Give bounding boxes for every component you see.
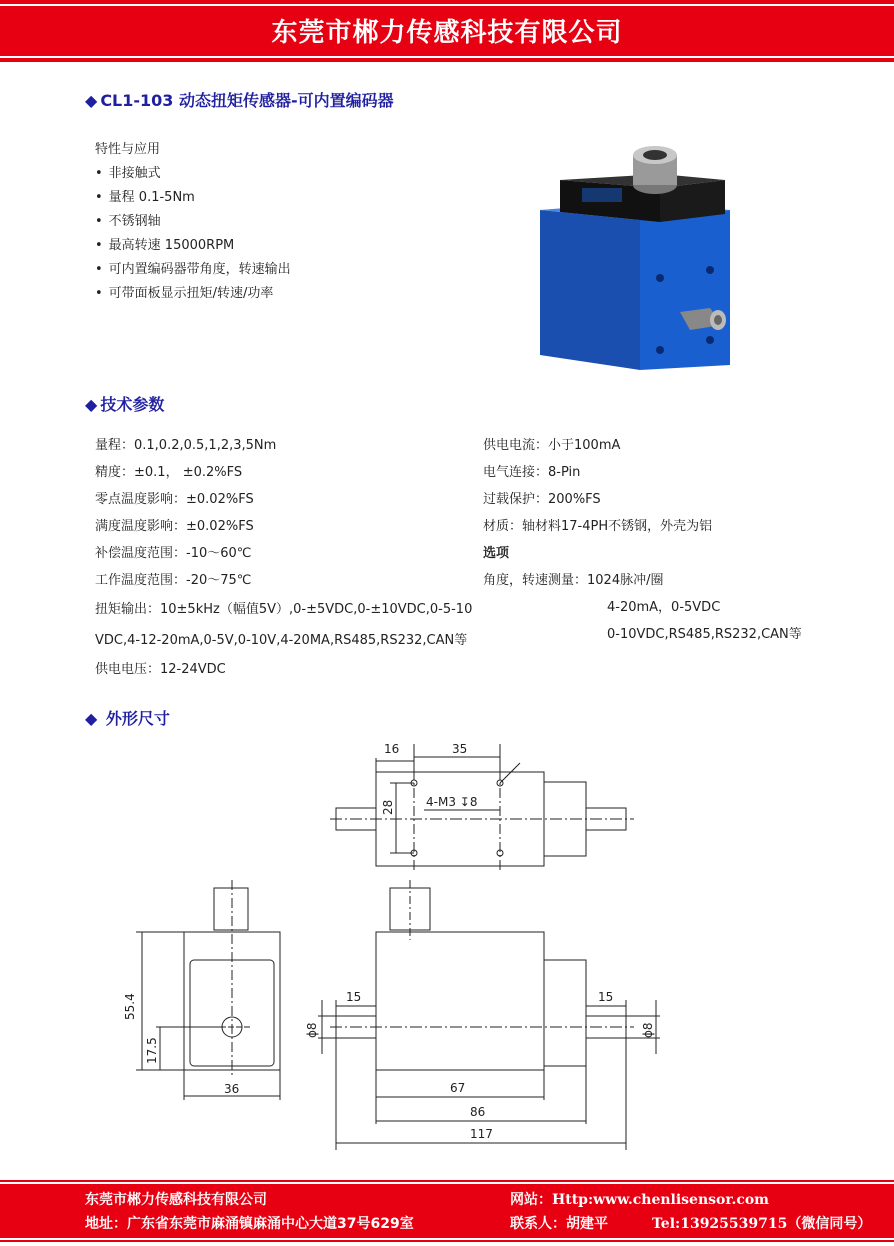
dim-label-86: 86 <box>470 1105 486 1119</box>
feature-item: • 可带面板显示扭矩/转速/功率 <box>95 286 274 301</box>
footer-website[interactable]: 网站：Http:www.chenlisensor.com <box>510 1192 769 1208</box>
diamond-bullet-icon: ◆ <box>85 91 98 110</box>
dim-label-55-4: 55.4 <box>123 993 137 1020</box>
feature-item: • 最高转速 15000RPM <box>95 238 235 253</box>
spec-row: 满度温度影响：±0.02%FS <box>95 519 254 534</box>
option-row: 角度，转速测量：1024脉冲/圈 <box>483 573 664 588</box>
spec-row: 零点温度影响：±0.02%FS <box>95 492 254 507</box>
dim-label-16: 16 <box>384 742 400 756</box>
side-view-flange <box>544 960 586 1066</box>
header-top-line <box>0 4 894 6</box>
footer-address: 地址：广东省东莞市麻涌镇麻涌中心大道37号629室 <box>85 1216 414 1232</box>
dim-label-phi8-right: ϕ8 <box>641 1022 655 1038</box>
company-title: 东莞市郴力传感科技有限公司 <box>271 18 623 48</box>
product-title <box>85 88 394 111</box>
spec-row: 材质：轴材料17-4PH不锈钢，外壳为铝 <box>483 519 713 534</box>
header-band <box>0 0 894 62</box>
feature-item: • 可内置编码器带角度，转速输出 <box>95 262 291 277</box>
sensor-product-image <box>530 140 750 380</box>
dim-label-phi8-left: ϕ8 <box>305 1022 319 1038</box>
footer-top-line <box>0 1182 894 1184</box>
dim-label-35: 35 <box>452 742 468 756</box>
product-title-text: CL1-103 动态扭矩传感器-可内置编码器 <box>100 91 394 110</box>
footer-bottom-line <box>0 1238 894 1240</box>
supply-voltage-row: 供电电压：12-24VDC <box>95 662 226 677</box>
feature-item: • 非接触式 <box>95 166 161 181</box>
dim-label-15-left: 15 <box>346 990 362 1004</box>
footer-company: 东莞市郴力传感科技有限公司 <box>85 1192 267 1208</box>
options-heading: 选项 <box>483 546 510 561</box>
dim-label-17-5: 17.5 <box>145 1037 159 1064</box>
feature-item: • 不锈钢轴 <box>95 214 161 229</box>
footer-band <box>0 1180 894 1242</box>
dim-label-67: 67 <box>450 1081 466 1095</box>
spec-left-column <box>95 432 475 683</box>
diamond-bullet-icon: ◆ <box>85 709 98 728</box>
dim-label-117: 117 <box>470 1127 493 1141</box>
spec-row: 电气连接：8-Pin <box>483 465 581 480</box>
dim-label-36: 36 <box>224 1082 240 1096</box>
spec-right-column <box>483 432 843 648</box>
spec-row: 工作温度范围：-20～75℃ <box>95 573 252 588</box>
dimension-drawing <box>0 730 894 1180</box>
dimensions-heading <box>85 706 170 729</box>
feature-list <box>95 162 291 306</box>
spec-row: 补偿温度范围：-10～60℃ <box>95 546 252 561</box>
features-heading: 特性与应用 <box>95 142 161 157</box>
tech-heading-text: 技术参数 <box>100 395 165 414</box>
option-row: 4-20mA，0-5VDC <box>607 600 721 615</box>
dim-label-15-right: 15 <box>598 990 614 1004</box>
front-view-connector <box>214 888 248 930</box>
dim-label-28: 28 <box>381 799 395 815</box>
spec-row: 量程：0.1,0.2,0.5,1,2,3,5Nm <box>95 438 277 453</box>
dimensions-heading-text: 外形尺寸 <box>105 709 170 728</box>
footer-contact: 联系人：胡建平 <box>510 1216 608 1232</box>
header-bottom-line <box>0 56 894 58</box>
side-view-body <box>376 932 544 1070</box>
footer-tel: Tel:13925539715（微信同号） <box>652 1216 872 1232</box>
option-row: 0-10VDC,RS485,RS232,CAN等 <box>607 627 802 642</box>
torque-output-row: 扭矩输出：10±5kHz（幅值5V）,0-±5VDC,0-±10VDC,0-5-10VDC,4-12-20mA,0-5V,0-10V,4-20MA,RS485,RS232,CAN等 <box>95 602 473 648</box>
tech-heading <box>85 392 164 415</box>
spec-row: 精度：±0.1， ±0.2%FS <box>95 465 243 480</box>
feature-item: • 量程 0.1-5Nm <box>95 190 195 205</box>
diamond-bullet-icon: ◆ <box>85 395 98 414</box>
spec-row: 过载保护：200%FS <box>483 492 601 507</box>
hole-spec-label: 4-M3 ↧8 <box>426 795 478 809</box>
spec-row: 供电电流：小于100mA <box>483 438 621 453</box>
